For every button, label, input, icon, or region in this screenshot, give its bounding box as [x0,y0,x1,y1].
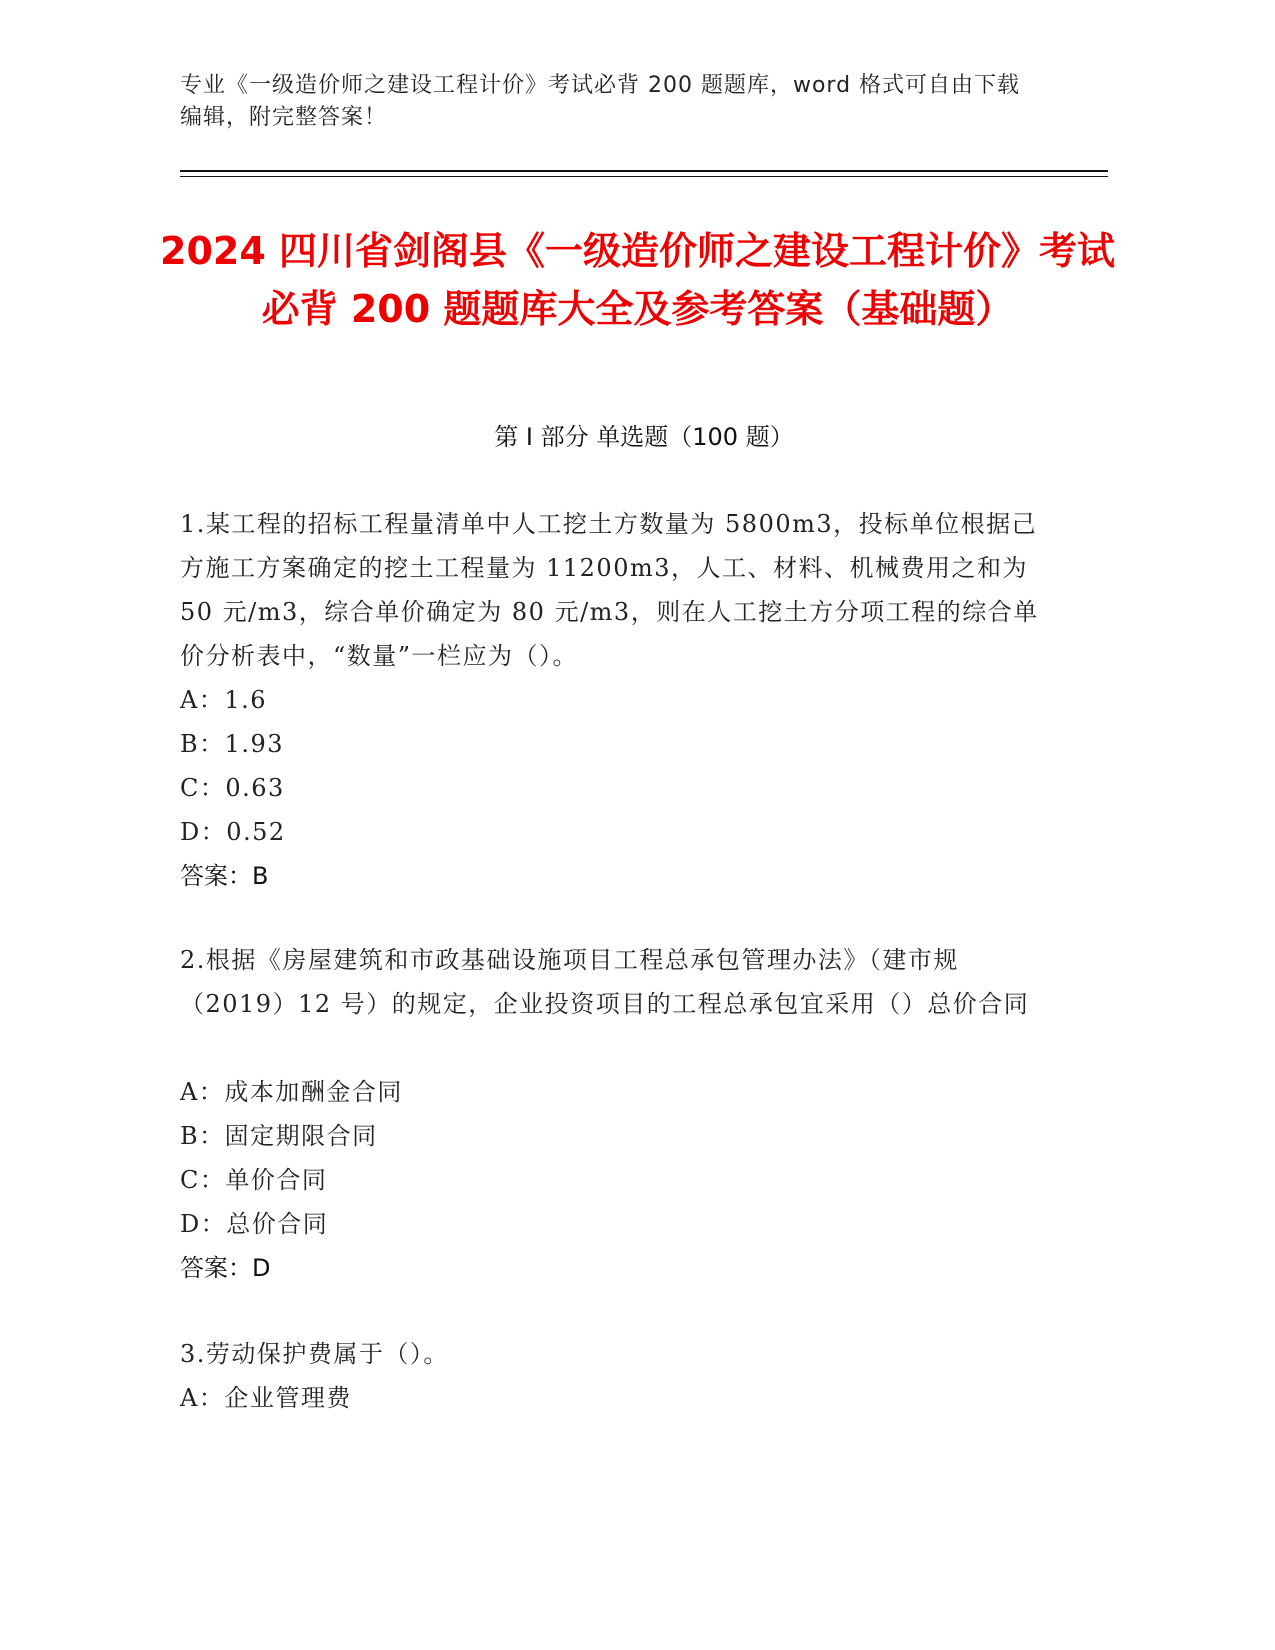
option-letter: A： [180,1384,225,1412]
question-1-answer: 答案：B [180,862,269,890]
question-2-option-a [180,1070,1040,1114]
option-text: 固定期限合同 [224,1122,378,1150]
option-text: 1.6 [224,686,268,714]
question-3-text: 3.劳动保护费属于（）。 [180,1340,449,1368]
option-text: 0.63 [225,774,285,802]
option-letter: A： [180,1078,225,1106]
document-title: 2024 四川省剑阁县《一级造价师之建设工程计价》考试必背 200 题题库大全及参考答案（基础题） [160,229,1115,331]
question-1-option-c [180,766,1040,810]
section-heading: 第 I 部分 单选题（100 题） [494,423,794,451]
question-2-answer: 答案：D [180,1254,271,1282]
option-letter: D： [180,818,227,846]
option-letter: A： [180,686,225,714]
question-1-option-a [180,678,1040,722]
header-note: 专业《一级造价师之建设工程计价》考试必背 200 题题库，word 格式可自由下载编辑，附完整答案！ [180,73,1021,130]
option-letter: D： [180,1210,227,1238]
option-text: 0.52 [226,818,286,846]
option-letter: C： [180,1166,226,1194]
option-text: 成本加酬金合同 [224,1078,403,1106]
header-rule-thick [180,170,1108,172]
question-2-option-d [180,1202,1040,1246]
question-1-text: 1.某工程的招标工程量清单中人工挖土方数量为 5800m3，投标单位根据己方施工方案确定的挖土工程量为 11200m3，人工、材料、机械费用之和为 50 元/m3，综合单价确定为 80 元/m3，则在人工挖土方分项工程的综合单价分析表中，“数量”一栏应为（）。 [180,510,1039,670]
question-3-option-a [180,1376,1040,1420]
header-rule-thin [180,176,1108,177]
option-letter: C： [180,774,226,802]
question-1-option-b [180,722,1040,766]
question-2-text: 2.根据《房屋建筑和市政基础设施项目工程总承包管理办法》（建市规（2019）12 号）的规定，企业投资项目的工程总承包宜采用（）总价合同 [180,946,1030,1018]
option-text: 企业管理费 [224,1384,352,1412]
option-letter: B： [180,730,225,758]
question-2-option-b [180,1114,1040,1158]
question-2-option-c [180,1158,1040,1202]
option-text: 单价合同 [225,1166,328,1194]
option-text: 总价合同 [226,1210,329,1238]
option-letter: B： [180,1122,225,1150]
question-1-option-d [180,810,1040,854]
option-text: 1.93 [224,730,285,758]
